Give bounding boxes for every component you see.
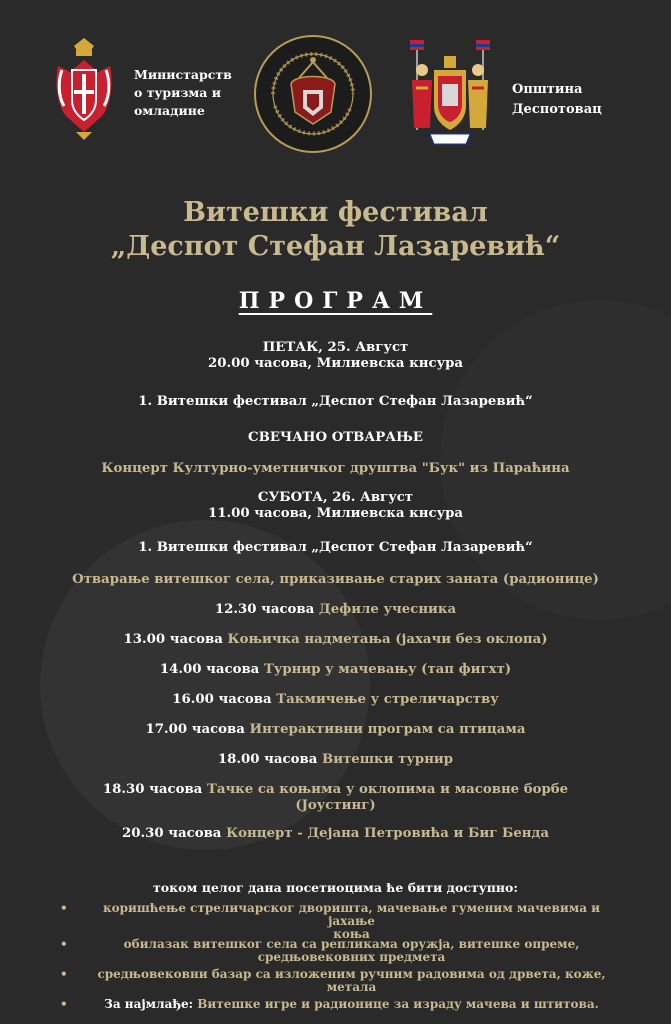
day1-opening: СВЕЧАНО ОТВАРАЊЕ	[248, 430, 423, 445]
header	[0, 30, 671, 160]
event-row	[0, 782, 671, 798]
day1-concert: Концерт Културно-уметничког друштва "Бук" из Параћина	[101, 461, 570, 476]
event-desc: Интерактивни програм са птицама	[249, 722, 526, 737]
ministry-line-1: Министарств	[134, 67, 232, 82]
event-time: 14.00 часова	[159, 662, 260, 677]
all-day-intro: током целог дана посетиоцима ће бити доступно:	[153, 880, 518, 895]
event-desc-continued: (Јоустинг)	[295, 798, 376, 813]
ministry-line-3: омладине	[134, 103, 205, 118]
title-line-2: „Деспот Стефан Лазаревић“	[110, 231, 561, 262]
ministry-line-2: о туризма и	[134, 85, 222, 100]
day2-village: Отварање витешког села, приказивање старих заната (радионице)	[72, 572, 599, 587]
ministry-label	[134, 66, 244, 120]
event-row	[0, 826, 671, 842]
list-item-text: Витешке игре и радионице за израду мачева и штитова.	[193, 997, 599, 1011]
list-item	[0, 968, 671, 994]
day1-date: ПЕТАК, 25. Август	[262, 340, 409, 355]
event-time: 18.00 часова	[217, 752, 318, 767]
event-row	[0, 602, 671, 618]
list-item-text: средњовековни базар са изложеним ручним радовима од дрвета, коже,	[97, 967, 606, 981]
list-item-text-continued: средњовековних предмета	[257, 950, 446, 964]
day2-time-place: 11.00 часова, Милиевска кнсура	[207, 506, 463, 521]
program-heading: ПРОГРАМ	[238, 288, 433, 314]
list-item	[0, 998, 671, 1011]
bullet-icon: •	[60, 937, 68, 951]
municipality-line-1: Општина	[512, 82, 583, 97]
event-time: 13.00 часова	[123, 632, 223, 647]
event-time: 12.30 часова	[214, 602, 315, 617]
bullet-icon: •	[60, 901, 68, 915]
event-desc: Витешки турнир	[321, 752, 454, 767]
list-item	[0, 938, 671, 964]
event-desc: Концерт - Дејана Петровића и Биг Бенда	[226, 826, 550, 841]
list-item-text: коришћење стреличарског дворишта, мачевање гуменим мачевима и јахање	[102, 901, 601, 928]
day1-time-place: 20.00 часова, Милиевска кнсура	[207, 356, 463, 371]
festival-title	[0, 196, 671, 264]
despotovac-coat-of-arms-icon	[400, 36, 500, 154]
bullet-icon: •	[60, 997, 68, 1011]
event-time: 18.30 часова	[102, 782, 203, 797]
day2-date: СУБОТА, 26. Август	[257, 490, 414, 505]
event-row	[0, 752, 671, 768]
day1-festival: 1. Витешки фестивал „Деспот Стефан Лазаревић“	[138, 394, 533, 409]
event-row	[0, 632, 671, 648]
municipality-line-2: Деспотовац	[512, 102, 602, 117]
bullet-icon: •	[60, 967, 68, 981]
list-item-label: За најмлађе:	[104, 997, 194, 1011]
event-desc: Такмичење у стреличарству	[276, 692, 499, 707]
municipality-label	[512, 80, 632, 120]
serbia-coat-of-arms-icon	[52, 36, 116, 144]
event-desc: Коњичка надметања (јахачи без оклопа)	[227, 632, 548, 647]
list-item-text: обилазак витешког села са репликама оружја, витешке опреме,	[123, 937, 580, 951]
event-desc: Тачке са коњима у оклопима и масовне борбе	[206, 782, 569, 797]
event-row	[0, 722, 671, 738]
event-desc: Дефиле учесника	[318, 602, 457, 617]
festival-medallion-logo	[253, 34, 373, 154]
list-item	[0, 902, 671, 941]
event-time: 17.00 часова	[145, 722, 245, 737]
list-item-text-continued: метала	[326, 980, 377, 994]
title-line-1: Витешки фестивал	[183, 197, 488, 228]
event-time: 16.00 часова	[172, 692, 272, 707]
event-time: 20.30 часова	[121, 826, 222, 841]
event-row	[0, 662, 671, 678]
all-day-section	[0, 880, 671, 1011]
event-desc: Турнир у мачевању (тап фигхт)	[263, 662, 512, 677]
day2-festival: 1. Витешки фестивал „Деспот Стефан Лазаревић“	[138, 540, 533, 555]
event-row	[0, 692, 671, 708]
list-item-text-continued: коња	[333, 927, 370, 941]
